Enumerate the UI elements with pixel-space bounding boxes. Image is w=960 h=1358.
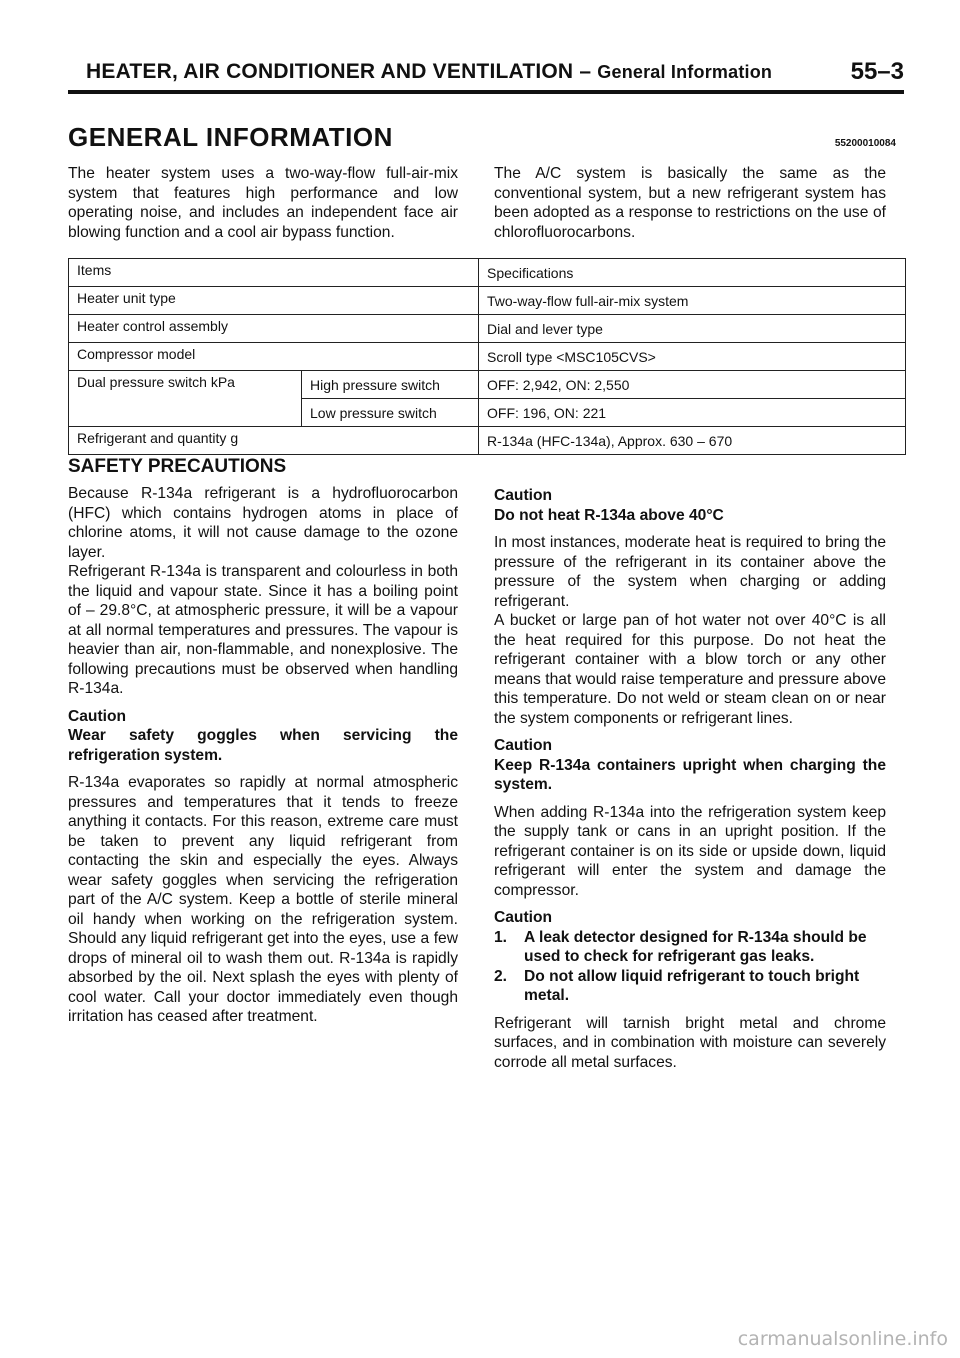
header-section: General Information	[597, 62, 773, 82]
table-cell-spec: OFF: 196, ON: 221	[479, 399, 906, 427]
caution-title: Wear safety goggles when servicing the refrigeration system.	[68, 727, 458, 764]
table-header-specifications: Specifications	[479, 259, 906, 287]
table-cell-item: Compressor model	[69, 343, 479, 371]
table-header-items: Items	[69, 259, 479, 287]
table-cell-subitem: Low pressure switch	[302, 399, 479, 427]
table-header-row	[69, 259, 906, 287]
page-header	[68, 56, 904, 94]
caution-text: In most instances, moderate heat is required to bring the pressure of the refrigerant in its container above the pressure of the system when charging or adding refrigerant.	[494, 534, 886, 610]
list-item	[494, 928, 886, 967]
watermark: carmanualsonline.info	[737, 1328, 948, 1350]
table-cell-item: Refrigerant and quantity g	[69, 427, 479, 455]
general-information-heading: GENERAL INFORMATION	[68, 122, 393, 152]
table-cell-spec: Scroll type <MSC105CVS>	[479, 343, 906, 371]
list-item	[494, 967, 886, 1006]
table-cell-spec: Two-way-flow full-air-mix system	[479, 287, 906, 315]
safety-intro-paragraph: Refrigerant R-134a is transparent and colourless in both the liquid and vapour state. Since it has a boiling point of – 29.8°C, at atmospheric pressure, it will be a vapour at all normal temperatures and pressures. The vapour is heavier than air, non-flammable, and nonexplosive. The following precautions must be observed when handling R-134a.	[68, 563, 458, 697]
heater-system-paragraph: The heater system uses a two-way-flow full-air-mix system that features high performance and low operating noise, and includes an independent face air blowing function and a cool air bypass function.	[68, 165, 458, 241]
caution-text: A bucket or large pan of hot water not over 40°C is all the heat required for this purpose. Do not heat the refrigerant container with a blow torch or any other means that would raise temperature and pressure above this temperature. Do not weld or steam clean on or near the system components or refrigerant lines.	[494, 612, 886, 727]
table-row	[69, 287, 906, 315]
safety-right-column	[494, 486, 886, 1080]
table-cell-item: Dual pressure switch kPa	[69, 371, 302, 427]
caution-text: When adding R-134a into the refrigeration system keep the supply tank or cans in an upright position. If the refrigerant container is on its side or upside down, liquid refrigerant will enter the system and damage the compressor.	[494, 803, 886, 899]
caution-label: Caution	[494, 487, 553, 504]
safety-precautions-heading: SAFETY PRECAUTIONS	[68, 456, 287, 477]
caution-label: Caution	[494, 737, 553, 754]
table-cell-item: Heater unit type	[69, 287, 479, 315]
table-cell-subitem: High pressure switch	[302, 371, 479, 399]
document-number: 55200010084	[834, 138, 896, 149]
ac-system-paragraph: The A/C system is basically the same as the conventional system, but a new refrigerant system has been adopted as a response to restrictions on the use of chlorofluorocarbons.	[494, 165, 886, 241]
caution-list	[494, 928, 886, 1006]
header-title: HEATER, AIR CONDITIONER AND VENTILATION – General Information	[86, 60, 773, 83]
page-number: 55–3	[850, 58, 904, 85]
table-row	[69, 343, 906, 371]
list-item-number: 1.	[494, 928, 508, 946]
list-item-number: 2.	[494, 967, 508, 985]
caution-title: Keep R-134a containers upright when charging the system.	[494, 756, 886, 793]
list-item-text: Do not allow liquid refrigerant to touch bright metal.	[524, 967, 860, 1004]
caution-text: Refrigerant will tarnish bright metal and chrome surfaces, and in combination with moisture can severely corrode all metal surfaces.	[494, 1014, 886, 1071]
caution-title: Do not heat R-134a above 40°C	[494, 506, 724, 524]
table-cell-spec: Dial and lever type	[479, 315, 906, 343]
caution-label: Caution	[68, 707, 127, 725]
table-cell-spec: OFF: 2,942, ON: 2,550	[479, 371, 906, 399]
caution-label: Caution	[494, 909, 553, 926]
safety-intro-paragraph: Because R-134a refrigerant is a hydrofluorocarbon (HFC) which contains hydrogen atoms in place of chlorine atoms, it will not cause damage to the ozone layer.	[68, 485, 458, 561]
table-row	[69, 427, 906, 455]
table-row	[69, 315, 906, 343]
specifications-table	[68, 258, 906, 455]
caution-text: R-134a evaporates so rapidly at normal atmospheric pressures and temperatures that it tends to freeze anything it contacts. For this reason, extreme care must be taken to prevent any liquid refrigerant from contacting the skin and especially the eyes. Always wear safety goggles when servicing the refrigeration part of the A/C system. Keep a bottle of sterile mineral oil handy when working on the refrigeration system. Should any liquid refrigerant get into the eyes, use a few drops of mineral oil to wash them out. R-134a is rapidly absorbed by the oil. Next splash the eyes with plenty of cool water. Call your doctor immediately even though irritation has ceased after treatment.	[68, 774, 458, 1025]
table-row	[69, 371, 906, 399]
list-item-text: A leak detector designed for R-134a should be used to check for refrigerant gas leaks.	[524, 928, 867, 965]
table-cell-item: Heater control assembly	[69, 315, 479, 343]
safety-left-column	[68, 484, 458, 1035]
table-cell-spec: R-134a (HFC-134a), Approx. 630 – 670	[479, 427, 906, 455]
